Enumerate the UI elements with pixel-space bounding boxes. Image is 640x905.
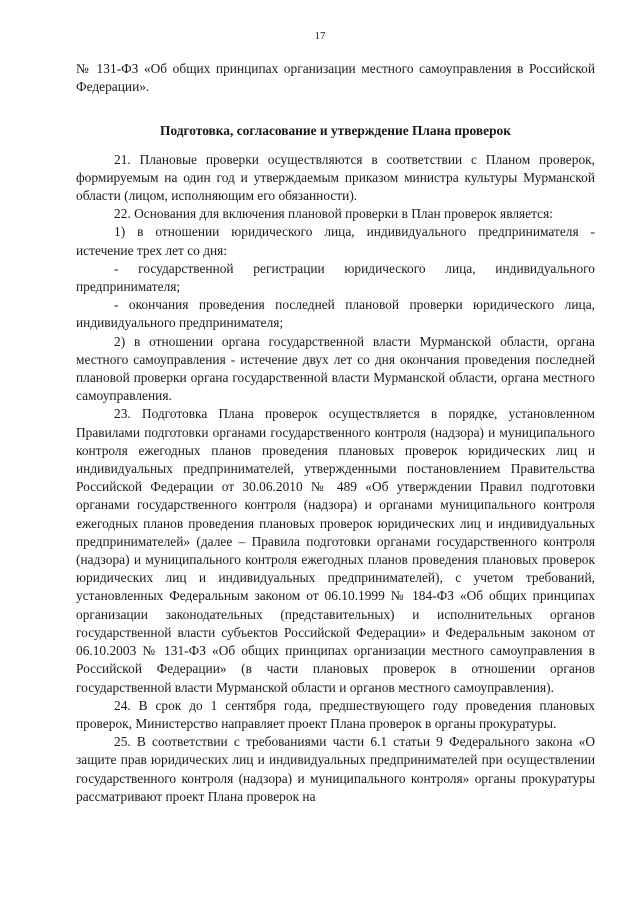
page-number: 17 xyxy=(314,30,326,42)
document-body xyxy=(76,60,595,806)
paragraph-22-item-1: 1) в отношении юридического лица, индивидуального предпринимателя - истечение трех лет со дня: xyxy=(76,224,595,258)
paragraph-23: 23. Подготовка Плана проверок осуществляется в порядке, установленном Правилами подготовки органами государственного контроля (надзора) и муниципального контроля ежегодных планов проведения плановых проверок юридических лиц и индивидуальных предпринимателей, утвержденными постановлением Правительства Российской Федерации от 30.06.2010 № 489 «Об утверждении Правил подготовки органами государственного контроля (надзора) и органами муниципального контроля ежегодных планов проведения плановых проверок юридических лиц и индивидуальных предпринимателей» (далее – Правила подготовки органами государственного контроля (надзора) и муниципального контроля ежегодных планов проведения плановых проверок юридических лиц и индивидуальных предпринимателей), с учетом требований, установленных Федеральным законом от 06.10.1999 № 184-ФЗ «Об общих принципах организации законодательных (представительных) и исполнительных органов государственной власти субъектов Российской Федерации» и Федеральным законом от 06.10.2003 № 131-ФЗ «Об общих принципах организации местного самоуправления в Российской Федерации» (в части плановых проверок в отношении органов государственной власти Мурманской области и органов местного самоуправления). xyxy=(76,406,595,695)
paragraph-24: 24. В срок до 1 сентября года, предшествующего году проведения плановых проверок, Министерство направляет проект Плана проверок в органы прокуратуры. xyxy=(76,697,595,731)
paragraph-22: 22. Основания для включения плановой проверки в План проверок является: xyxy=(114,206,553,222)
paragraph-22-subitem-registration: - государственной регистрации юридического лица, индивидуального предпринимателя; xyxy=(76,260,595,295)
paragraph-22-item-2: 2) в отношении органа государственной власти Мурманской области, органа местного самоуправления - истечение двух лет со дня окончания проведения последней плановой проверки органа государственной власти Мурманской области, органа местного самоуправления. xyxy=(76,333,595,404)
paragraph-21: 21. Плановые проверки осуществляются в соответствии с Планом проверок, формируемым на один год и утверждаемым приказом министра культуры Мурманской области (лицом, исполняющим его обязанности). xyxy=(76,151,595,204)
section-heading: Подготовка, согласование и утверждение Плана проверок xyxy=(160,123,511,139)
paragraph-25: 25. В соответствии с требованиями части 6.1 статьи 9 Федерального закона «О защите прав юридических лиц и индивидуальных предпринимателей при осуществлении государственного контроля (надзора) и муниципального контроля» органы прокуратуры рассматривают проект Плана проверок на xyxy=(76,734,595,804)
paragraph-22-subitem-last-inspection: - окончания проведения последней плановой проверки юридического лица, индивидуального предпринимателя; xyxy=(76,297,595,331)
intro-paragraph: № 131-ФЗ «Об общих принципах организации местного самоуправления в Российской Федерации». xyxy=(76,61,595,95)
